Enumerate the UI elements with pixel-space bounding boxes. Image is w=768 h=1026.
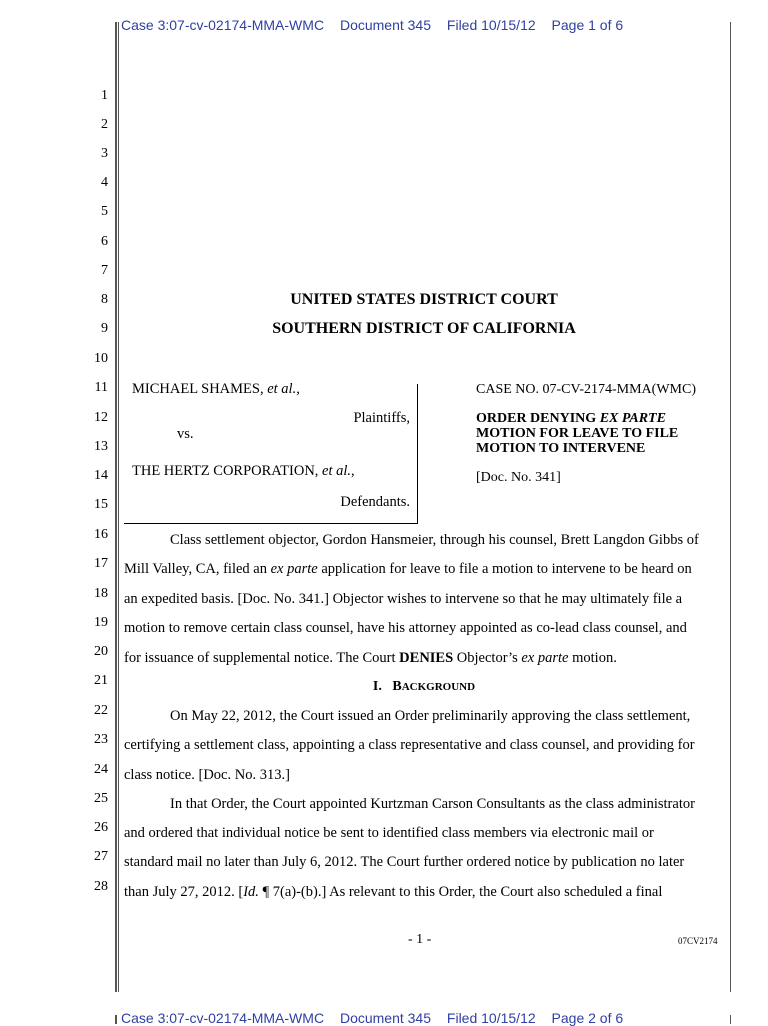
order-title bbox=[476, 411, 678, 456]
body-line-17-b: ex parte bbox=[270, 561, 318, 577]
footer-case-number: 07CV2174 bbox=[678, 936, 718, 946]
body-line-28-a: than July 27, 2012. [ bbox=[124, 884, 244, 900]
next-stamp-case: Case 3:07-cv-02174-MMA-WMC bbox=[121, 1010, 325, 1026]
line-number: 7 bbox=[101, 263, 108, 278]
stamp-filed: Filed 10/15/12 bbox=[446, 17, 536, 33]
body-line-24: class notice. [Doc. No. 313.] bbox=[124, 767, 290, 783]
plaintiff-role: Plaintiffs, bbox=[353, 410, 410, 426]
plaintiff-comma: , bbox=[296, 381, 300, 397]
line-number: 13 bbox=[94, 439, 108, 454]
section-heading-num: I. bbox=[372, 679, 382, 694]
defendant-role: Defendants. bbox=[340, 494, 410, 510]
line-number: 5 bbox=[101, 204, 108, 219]
line-number: 1 bbox=[101, 88, 108, 103]
line-number: 10 bbox=[94, 351, 108, 366]
defendant-etal: et al. bbox=[322, 463, 352, 479]
page-number: - 1 - bbox=[408, 932, 432, 947]
right-margin-line bbox=[730, 22, 731, 992]
defendant-name-text: THE HERTZ CORPORATION, bbox=[132, 463, 319, 479]
next-stamp-document: Document 345 bbox=[339, 1010, 432, 1026]
next-page-right-line bbox=[730, 1015, 731, 1024]
line-number: 15 bbox=[94, 497, 108, 512]
body-line-27: standard mail no later than July 6, 2012. The Court further ordered notice by publication no later bbox=[124, 854, 685, 870]
line-number: 4 bbox=[101, 175, 108, 190]
body-line-17-c: application for leave to file a motion to intervene to be heard on bbox=[321, 561, 692, 577]
doc-number: [Doc. No. 341] bbox=[476, 470, 561, 485]
line-number: 19 bbox=[94, 615, 108, 630]
defendant-comma: , bbox=[351, 463, 355, 479]
order-title-c: MOTION FOR LEAVE TO FILE bbox=[476, 426, 679, 441]
line-number: 6 bbox=[101, 234, 108, 249]
next-stamp-page: Page 2 of 6 bbox=[551, 1010, 624, 1026]
line-number: 8 bbox=[101, 292, 108, 307]
line-number: 28 bbox=[94, 879, 108, 894]
stamp-document: Document 345 bbox=[339, 17, 432, 33]
section-heading bbox=[124, 679, 724, 695]
body-line-19: motion to remove certain class counsel, have his attorney appointed as co-lead class counsel, and bbox=[124, 620, 687, 636]
plaintiff-name-text: MICHAEL SHAMES, bbox=[132, 381, 264, 397]
court-name: UNITED STATES DISTRICT COURT bbox=[290, 291, 558, 308]
defendant-name bbox=[132, 463, 355, 480]
order-title-b: EX PARTE bbox=[599, 411, 666, 426]
plaintiff-etal: et al. bbox=[267, 381, 297, 397]
case-number: CASE NO. 07-CV-2174-MMA(WMC) bbox=[476, 382, 696, 397]
body-line-28-c: ¶ 7(a)-(b).] As relevant to this Order, the Court also scheduled a final bbox=[262, 884, 663, 900]
order-title-d: MOTION TO INTERVENE bbox=[476, 441, 646, 456]
body-line-20-e: motion. bbox=[572, 650, 617, 666]
line-number: 22 bbox=[94, 703, 108, 718]
body-line-28 bbox=[124, 884, 662, 901]
next-page-left-line bbox=[115, 1015, 117, 1024]
line-number: 14 bbox=[94, 468, 108, 483]
body-line-17 bbox=[124, 561, 692, 578]
section-heading-b: B bbox=[392, 679, 402, 694]
court-district: SOUTHERN DISTRICT OF CALIFORNIA bbox=[272, 320, 576, 337]
body-line-20-b: DENIES bbox=[399, 650, 454, 666]
order-title-a: ORDER DENYING bbox=[476, 411, 597, 426]
line-number: 24 bbox=[94, 762, 108, 777]
left-margin-line-outer bbox=[115, 22, 117, 992]
body-line-20 bbox=[124, 650, 617, 667]
next-stamp-filed: Filed 10/15/12 bbox=[446, 1010, 536, 1026]
stamp-page: Page 1 of 6 bbox=[551, 17, 624, 33]
caption-divider bbox=[417, 384, 418, 524]
line-number: 27 bbox=[94, 849, 108, 864]
section-heading-rest: ACKGROUND bbox=[401, 681, 476, 693]
line-number: 11 bbox=[94, 380, 108, 395]
body-line-23: certifying a settlement class, appointing a class representative and class counsel, and providing for bbox=[124, 737, 695, 753]
body-line-22: On May 22, 2012, the Court issued an Order preliminarily approving the class settlement, bbox=[170, 708, 691, 724]
left-margin-line-inner bbox=[118, 22, 119, 992]
line-number: 2 bbox=[101, 117, 108, 132]
line-number: 17 bbox=[94, 556, 108, 571]
body-line-25: In that Order, the Court appointed Kurtzman Carson Consultants as the class administrator bbox=[170, 796, 695, 812]
line-number: 21 bbox=[94, 673, 108, 688]
body-line-20-a: for issuance of supplemental notice. The Court bbox=[124, 650, 396, 666]
line-number: 3 bbox=[101, 146, 108, 161]
body-line-20-d: ex parte bbox=[521, 650, 569, 666]
stamp-case: Case 3:07-cv-02174-MMA-WMC bbox=[121, 17, 325, 33]
line-number: 20 bbox=[94, 644, 108, 659]
line-number: 23 bbox=[94, 732, 108, 747]
line-number: 12 bbox=[94, 410, 108, 425]
line-number: 26 bbox=[94, 820, 108, 835]
body-line-17-a: Mill Valley, CA, filed an bbox=[124, 561, 267, 577]
body-line-28-b: Id. bbox=[243, 884, 259, 900]
caption-bottom-rule bbox=[124, 523, 418, 524]
line-number: 16 bbox=[94, 527, 108, 542]
line-number: 9 bbox=[101, 321, 108, 336]
line-number: 18 bbox=[94, 586, 108, 601]
filing-stamp bbox=[121, 17, 635, 33]
line-number: 25 bbox=[94, 791, 108, 806]
body-line-26: and ordered that individual notice be sent to identified class members via electronic mail or bbox=[124, 825, 654, 841]
body-line-20-c: Objector’s bbox=[456, 650, 518, 666]
versus: vs. bbox=[177, 426, 194, 442]
body-line-16: Class settlement objector, Gordon Hansmeier, through his counsel, Brett Langdon Gibbs of bbox=[170, 532, 699, 548]
body-line-18: an expedited basis. [Doc. No. 341.] Objector wishes to intervene so that he may ultimately file a bbox=[124, 591, 683, 607]
plaintiff-name bbox=[132, 381, 300, 398]
